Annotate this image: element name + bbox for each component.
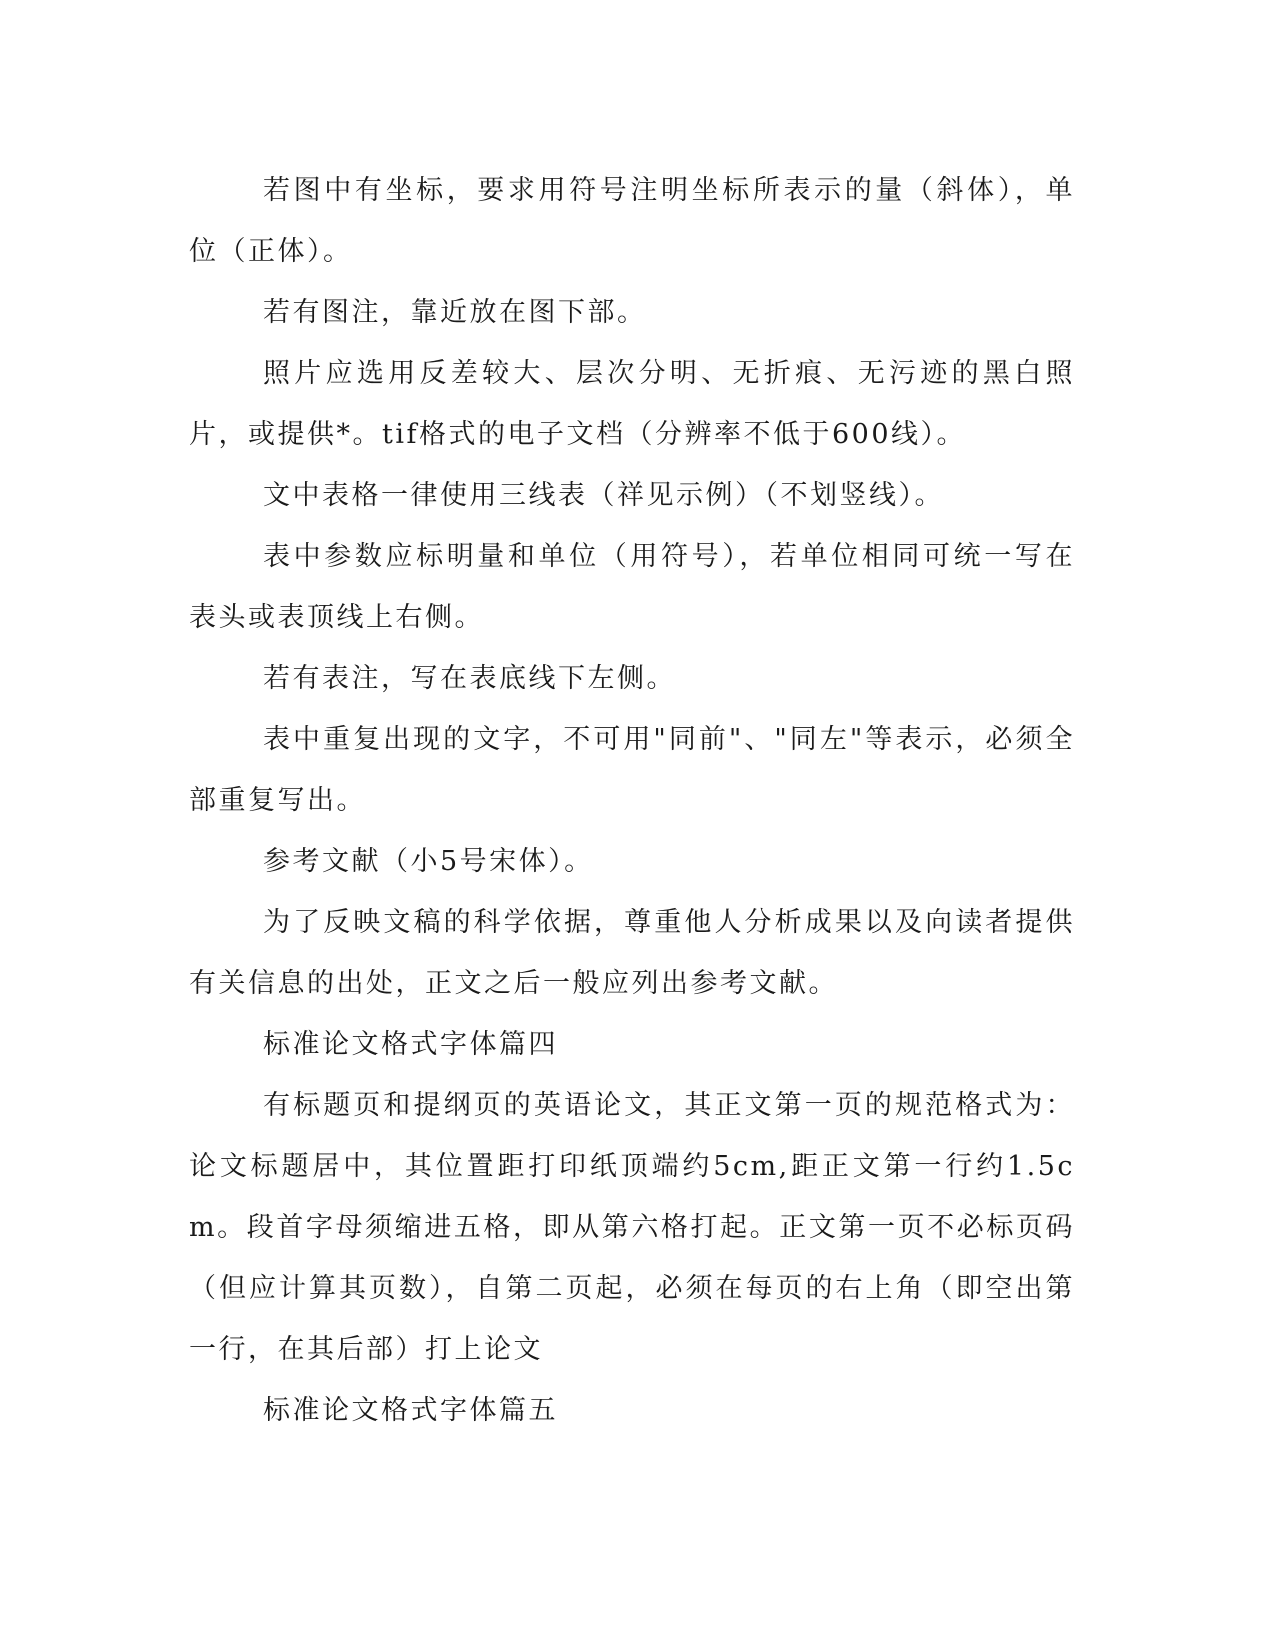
paragraph-table-notes: 若有表注，写在表底线下左侧。 [263, 663, 676, 694]
paragraph-references-purpose: 为了反映文稿的科学依据，尊重他人分析成果以及向读者提供有关信息的出处，正文之后一般应列出参考文献。 [189, 907, 1075, 999]
section-heading-part-five: 标准论文格式字体篇五 [263, 1395, 558, 1426]
document-body [189, 160, 1075, 1441]
paragraph-references-font: 参考文献（小5号宋体）。 [263, 846, 594, 877]
paragraph-figure-notes: 若有图注，靠近放在图下部。 [263, 297, 647, 328]
paragraph-repeated-text: 表中重复出现的文字，不可用"同前"、"同左"等表示，必须全部重复写出。 [189, 724, 1075, 816]
paragraph-english-paper-format: 有标题页和提纲页的英语论文，其正文第一页的规范格式为：论文标题居中，其位置距打印纸顶端约5cm,距正文第一行约1.5cm。段首字母须缩进五格，即从第六格打起。正文第一页不必标页码（但应计算其页数），自第二页起，必须在每页的右上角（即空出第一行，在其后部）打上论文 [189, 1090, 1075, 1365]
paragraph-table-parameters: 表中参数应标明量和单位（用符号），若单位相同可统一写在表头或表顶线上右侧。 [189, 541, 1075, 633]
paragraph-three-line-table: 文中表格一律使用三线表（祥见示例）（不划竖线）。 [263, 480, 944, 511]
paragraph-photo-requirements: 照片应选用反差较大、层次分明、无折痕、无污迹的黑白照片，或提供*。tif格式的电子文档（分辨率不低于600线）。 [189, 358, 1075, 450]
section-heading-part-four: 标准论文格式字体篇四 [263, 1029, 558, 1060]
paragraph-axis-notation: 若图中有坐标，要求用符号注明坐标所表示的量（斜体），单位（正体）。 [189, 175, 1075, 267]
